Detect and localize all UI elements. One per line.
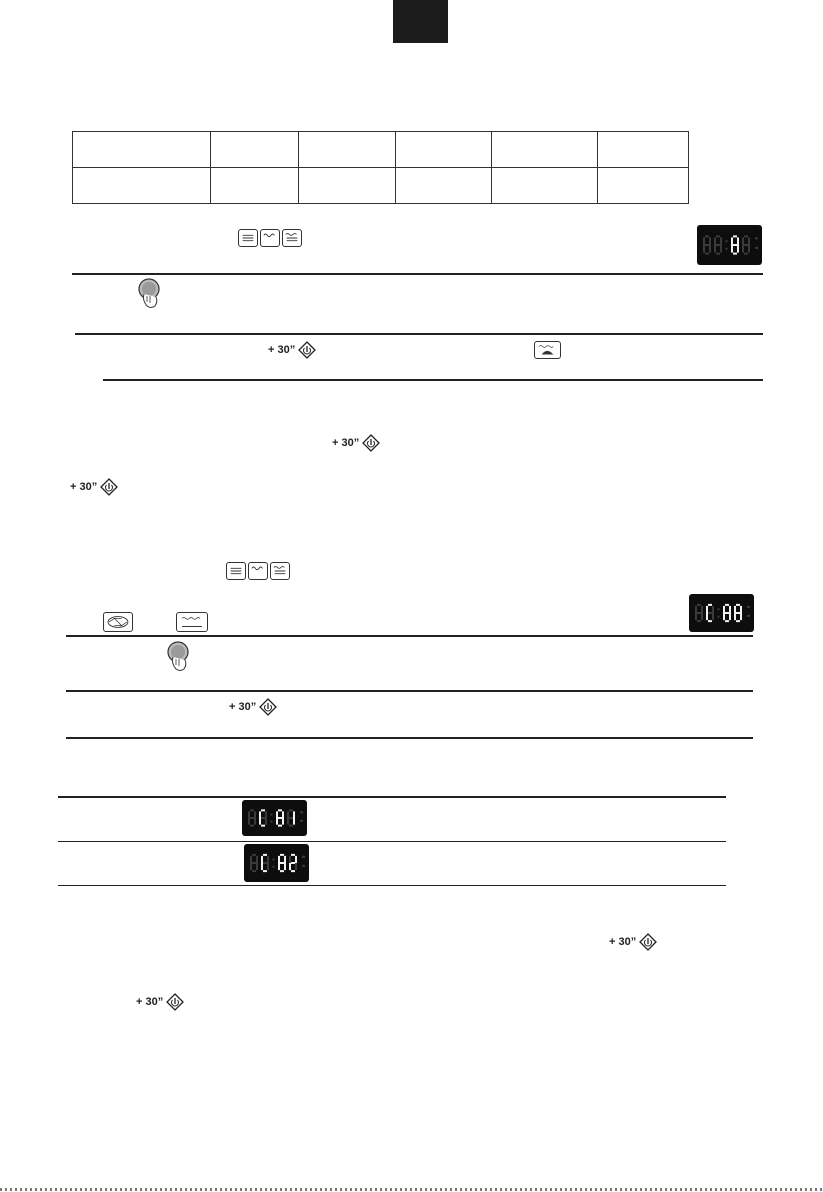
lcd-colon (726, 240, 728, 242)
start-button-text: + 30” (229, 701, 257, 713)
lcd-segment (709, 237, 711, 245)
start-diamond-icon (100, 478, 118, 496)
lcd-segment (708, 620, 712, 622)
lcd-segment (250, 863, 252, 870)
lcd-segment (697, 620, 701, 622)
combo-icon[interactable] (270, 562, 290, 580)
page-tab-marker (393, 0, 448, 43)
lcd-segment (284, 856, 286, 863)
lcd-segment (291, 862, 295, 864)
lcd-indicator (300, 811, 303, 813)
lcd-segment (287, 811, 289, 818)
lcd-segment (742, 245, 744, 253)
lcd-segment (254, 811, 256, 818)
lcd-segment (289, 825, 293, 827)
lcd-segment (697, 604, 701, 606)
display-4 (244, 844, 309, 882)
lcd-segment (252, 870, 256, 872)
start-diamond-icon (259, 698, 277, 716)
table-cell (396, 168, 492, 204)
table-cell (396, 132, 492, 168)
lcd-segment (701, 606, 703, 613)
lcd-segment (291, 854, 295, 856)
display-3 (242, 800, 307, 836)
microwave-turntable-icon[interactable] (103, 612, 133, 632)
table-row (73, 168, 689, 204)
lcd-segment (250, 825, 254, 827)
start-button-label[interactable] (609, 933, 657, 951)
lcd-colon (273, 866, 275, 868)
table-cell (598, 168, 689, 204)
lcd-colon (718, 608, 720, 610)
lcd-segment (276, 811, 278, 818)
lcd-segment (289, 863, 291, 870)
lcd-segment (695, 606, 697, 613)
start-diamond-icon (362, 434, 380, 452)
lcd-segment (282, 811, 284, 818)
lcd-segment (716, 253, 720, 255)
start-button-text: + 30” (136, 996, 164, 1008)
lcd-segment (734, 613, 736, 620)
lcd-segment (252, 854, 256, 856)
lcd-indicator (302, 865, 305, 867)
lcd-segment (725, 620, 729, 622)
lcd-segment (706, 606, 708, 613)
divider (58, 796, 726, 798)
divider (58, 841, 726, 842)
combo-icon[interactable] (282, 229, 302, 247)
rotary-knob-icon[interactable] (136, 276, 162, 310)
lcd-indicator (300, 820, 303, 822)
lcd-colon (273, 858, 275, 860)
start-button-text: + 30” (609, 936, 637, 948)
lcd-segment (248, 811, 250, 818)
start-button-label[interactable] (70, 478, 118, 496)
lcd-segment (740, 606, 742, 613)
lcd-segment (748, 237, 750, 245)
start-button-text: + 30” (70, 481, 98, 493)
lcd-segment (280, 854, 284, 856)
start-diamond-icon (166, 993, 184, 1011)
lcd-segment (261, 863, 263, 870)
lcd-segment (733, 244, 737, 246)
lcd-segment (723, 613, 725, 620)
table-cell (598, 132, 689, 168)
lcd-indicator (747, 615, 750, 617)
grill-wave-icon[interactable] (260, 229, 280, 247)
grill-wave-icon[interactable] (248, 562, 268, 580)
lcd-segment (267, 863, 269, 870)
table-row (73, 132, 689, 168)
table-cell (299, 132, 396, 168)
divider (66, 635, 753, 637)
lcd-indicator (755, 237, 758, 239)
start-button-text: + 30” (268, 344, 296, 356)
lcd-segment (289, 817, 293, 819)
lcd-segment (703, 245, 705, 253)
lcd-segment (733, 235, 737, 237)
rotary-knob-icon[interactable] (165, 639, 191, 673)
lcd-segment (708, 604, 712, 606)
lcd-segment (280, 862, 284, 864)
lcd-segment (295, 856, 297, 863)
lcd-indicator (747, 606, 750, 608)
lcd-segment (284, 863, 286, 870)
lcd-colon (726, 248, 728, 250)
lcd-segment (250, 817, 254, 819)
lcd-segment (714, 245, 716, 253)
lcd-segment (256, 863, 258, 870)
lcd-segment (276, 818, 278, 825)
grill-element-icon[interactable] (176, 612, 208, 632)
lcd-indicator (755, 247, 758, 249)
lcd-segment (289, 809, 293, 811)
lcd-segment (725, 612, 729, 614)
display-1 (697, 225, 762, 265)
lcd-segment (278, 817, 282, 819)
lcd-segment (250, 809, 254, 811)
settings-table (72, 131, 689, 204)
lcd-segment (701, 613, 703, 620)
lcd-segment (252, 862, 256, 864)
lcd-segment (289, 856, 291, 863)
table-cell (211, 168, 299, 204)
start-diamond-icon (298, 341, 316, 359)
lcd-segment (708, 612, 712, 614)
start-diamond-icon (639, 933, 657, 951)
lcd-segment (703, 237, 705, 245)
mode-icons-group (226, 562, 290, 580)
lcd-segment (280, 870, 284, 872)
lcd-segment (293, 811, 295, 818)
lcd-segment (744, 253, 748, 255)
lcd-segment (729, 613, 731, 620)
lcd-segment (256, 856, 258, 863)
lcd-indicator (302, 856, 305, 858)
lcd-segment (282, 818, 284, 825)
lcd-colon (271, 820, 273, 822)
lcd-segment (261, 809, 265, 811)
lcd-segment (259, 818, 261, 825)
lcd-segment (736, 620, 740, 622)
lcd-segment (729, 606, 731, 613)
lcd-segment (278, 856, 280, 863)
lcd-segment (263, 854, 267, 856)
table-cell (73, 168, 211, 204)
lcd-segment (278, 809, 282, 811)
lcd-segment (716, 235, 720, 237)
display-2 (689, 594, 754, 632)
lcd-segment (267, 856, 269, 863)
table-cell (211, 132, 299, 168)
lcd-segment (736, 604, 740, 606)
divider (103, 379, 763, 381)
lcd-segment (720, 245, 722, 253)
lcd-segment (734, 606, 736, 613)
lcd-segment (705, 253, 709, 255)
lcd-segment (695, 613, 697, 620)
grill-element-icon[interactable] (534, 341, 561, 359)
lcd-segment (706, 613, 708, 620)
footer-dotted-line (0, 1188, 823, 1191)
start-button-label[interactable] (332, 434, 380, 452)
lcd-segment (744, 244, 748, 246)
start-button-label[interactable] (229, 698, 277, 716)
lcd-segment (705, 244, 709, 246)
lcd-segment (720, 237, 722, 245)
lcd-segment (731, 245, 733, 253)
lcd-colon (271, 814, 273, 816)
start-button-label[interactable] (136, 993, 184, 1011)
divider (66, 737, 753, 739)
divider (66, 690, 753, 692)
lcd-segment (261, 817, 265, 819)
fan-waves-icon[interactable] (238, 229, 258, 247)
lcd-segment (744, 235, 748, 237)
lcd-segment (740, 613, 742, 620)
lcd-segment (291, 870, 295, 872)
lcd-segment (250, 856, 252, 863)
divider (75, 333, 763, 335)
lcd-segment (248, 818, 250, 825)
lcd-segment (733, 253, 737, 255)
lcd-segment (712, 606, 714, 613)
lcd-segment (737, 237, 739, 245)
lcd-segment (265, 818, 267, 825)
lcd-segment (295, 863, 297, 870)
lcd-segment (254, 818, 256, 825)
table-cell (299, 168, 396, 204)
lcd-segment (697, 612, 701, 614)
lcd-segment (265, 811, 267, 818)
lcd-segment (723, 606, 725, 613)
lcd-segment (736, 612, 740, 614)
lcd-segment (714, 237, 716, 245)
start-button-label[interactable] (268, 341, 316, 359)
lcd-segment (709, 245, 711, 253)
lcd-segment (261, 856, 263, 863)
lcd-segment (725, 604, 729, 606)
lcd-segment (731, 237, 733, 245)
lcd-segment (737, 245, 739, 253)
lcd-segment (712, 613, 714, 620)
divider (72, 273, 763, 275)
lcd-segment (705, 235, 709, 237)
lcd-segment (259, 811, 261, 818)
lcd-segment (263, 862, 267, 864)
lcd-segment (742, 237, 744, 245)
lcd-segment (263, 870, 267, 872)
lcd-segment (287, 818, 289, 825)
table-cell (492, 132, 598, 168)
mode-icons-group (238, 229, 302, 247)
start-button-text: + 30” (332, 437, 360, 449)
lcd-segment (278, 863, 280, 870)
table-cell (73, 132, 211, 168)
lcd-segment (261, 825, 265, 827)
table-cell (492, 168, 598, 204)
lcd-segment (748, 245, 750, 253)
lcd-segment (716, 244, 720, 246)
lcd-segment (293, 818, 295, 825)
divider (58, 885, 726, 886)
lcd-colon (718, 616, 720, 618)
lcd-segment (278, 825, 282, 827)
fan-waves-icon[interactable] (226, 562, 246, 580)
